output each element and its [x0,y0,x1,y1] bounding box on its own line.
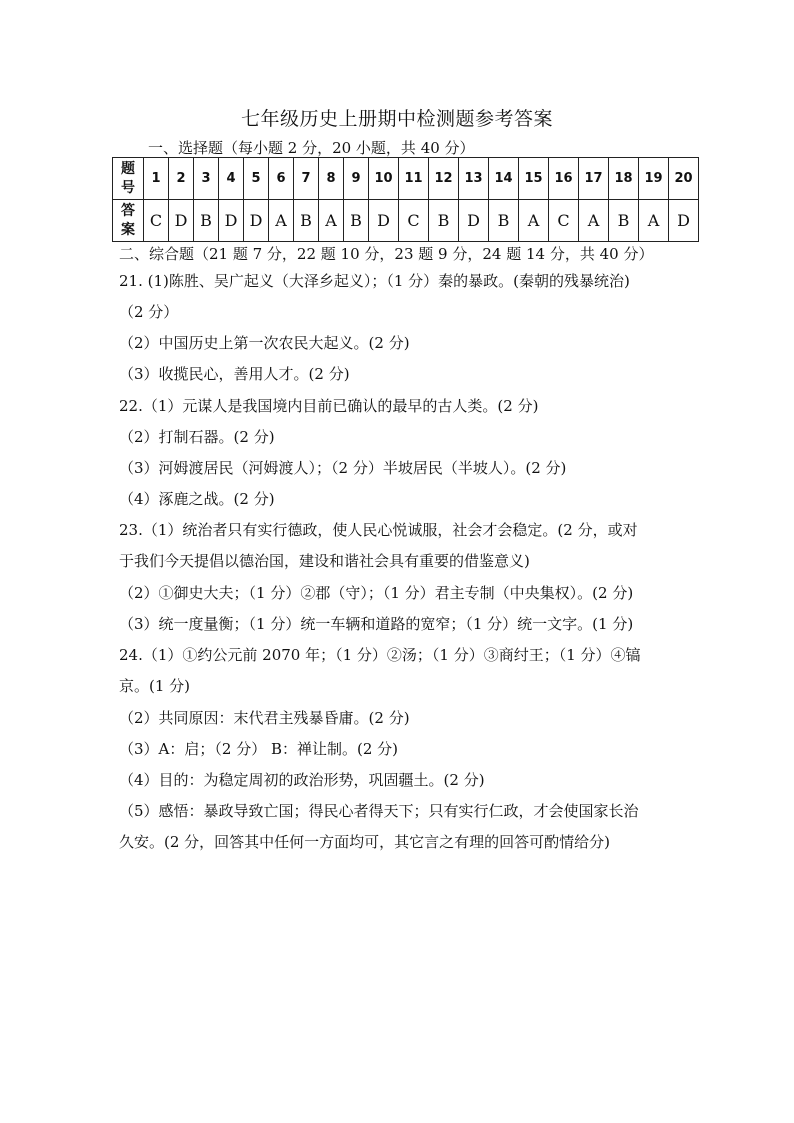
section-1-heading: 一、选择题（每小题 2 分，20 小题，共 40 分） [148,139,475,157]
question-number: 10 [369,158,399,200]
answer-cell: A [579,200,609,242]
answer-cell: B [489,200,519,242]
question-number: 12 [429,158,459,200]
answer-cell: C [144,200,169,242]
question-number: 17 [579,158,609,200]
page-title: 七年级历史上册期中检测题参考答案 [240,108,553,130]
answer-cell: B [429,200,459,242]
answer-line-23-1: 23.（1）统治者只有实行德政，使人民心悦诚服，社会才会稳定。(2 分，或对 [119,521,638,539]
question-number: 18 [609,158,639,200]
answer-line-21-3: （3）收揽民心，善用人才。(2 分) [119,365,350,383]
answer-line-21-1-cont: （2 分） [119,303,179,321]
question-number: 9 [344,158,369,200]
answer-cell: B [294,200,319,242]
answer-line-22-2: （2）打制石器。(2 分) [119,428,275,446]
answer-cell: C [399,200,429,242]
answer-cell: D [369,200,399,242]
answer-cell: D [459,200,489,242]
answer-line-22-3: （3）河姆渡居民（河姆渡人）；（2 分）半坡居民（半坡人）。(2 分) [119,459,567,477]
answer-cell: A [269,200,294,242]
answer-line-24-3: （3）A：启；（2 分） B：禅让制。(2 分) [119,740,398,758]
answer-line-24-1: 24.（1）①约公元前 2070 年；（1 分）②汤；（1 分）③商纣王；（1 分）④镐 [119,646,641,664]
question-number: 13 [459,158,489,200]
question-number: 5 [244,158,269,200]
answer-table [112,157,699,242]
answer-cell: D [219,200,244,242]
question-number: 20 [669,158,699,200]
row-label-number: 题 号 [113,158,144,200]
answer-line-24-5-cont: 久安。(2 分，回答其中任何一方面均可，其它言之有理的回答可酌情给分) [119,833,611,851]
number-row [113,158,699,200]
answer-cell: B [194,200,219,242]
answer-line-24-2: （2）共同原因：末代君主残暴昏庸。(2 分) [119,709,410,727]
question-number: 8 [319,158,344,200]
answer-cell: D [669,200,699,242]
answer-cell: B [609,200,639,242]
question-number: 6 [269,158,294,200]
row-label-answer: 答 案 [113,200,144,242]
question-number: 7 [294,158,319,200]
question-number: 19 [639,158,669,200]
question-number: 15 [519,158,549,200]
answer-cell: B [344,200,369,242]
answer-line-23-1-cont: 于我们今天提倡以德治国，建设和谐社会具有重要的借鉴意义) [119,552,530,570]
question-number: 2 [169,158,194,200]
answer-cell: A [519,200,549,242]
question-number: 14 [489,158,519,200]
answer-row [113,200,699,242]
answer-line-22-1: 22.（1）元谋人是我国境内目前已确认的最早的古人类。(2 分) [119,397,539,415]
answer-line-23-3: （3）统一度量衡；（1 分）统一车辆和道路的宽窄；（1 分）统一文字。(1 分) [119,615,634,633]
answer-cell: D [169,200,194,242]
answer-cell: A [639,200,669,242]
answer-line-21-1: 21. (1)陈胜、吴广起义（大泽乡起义）；（1 分）秦的暴政。(秦朝的残暴统治) [119,272,630,290]
question-number: 16 [549,158,579,200]
answer-cell: D [244,200,269,242]
answer-cell: A [319,200,344,242]
question-number: 11 [399,158,429,200]
answer-line-23-2: （2）①御史大夫；（1 分）②郡（守）；（1 分）君主专制（中央集权）。(2 分) [119,584,634,602]
question-number: 4 [219,158,244,200]
section-2-heading: 二、综合题（21 题 7 分，22 题 10 分，23 题 9 分，24 题 14 分，共 40 分） [119,245,654,263]
answer-line-21-2: （2）中国历史上第一次农民大起义。(2 分) [119,334,410,352]
answer-line-24-4: （4）目的：为稳定周初的政治形势，巩固疆土。(2 分) [119,771,485,789]
question-number: 1 [144,158,169,200]
answer-line-24-5: （5）感悟：暴政导致亡国；得民心者得天下；只有实行仁政，才会使国家长治 [119,802,639,820]
question-number: 3 [194,158,219,200]
answer-line-22-4: （4）涿鹿之战。(2 分) [119,490,275,508]
answer-cell: C [549,200,579,242]
answer-line-24-1-cont: 京。(1 分) [119,677,191,695]
